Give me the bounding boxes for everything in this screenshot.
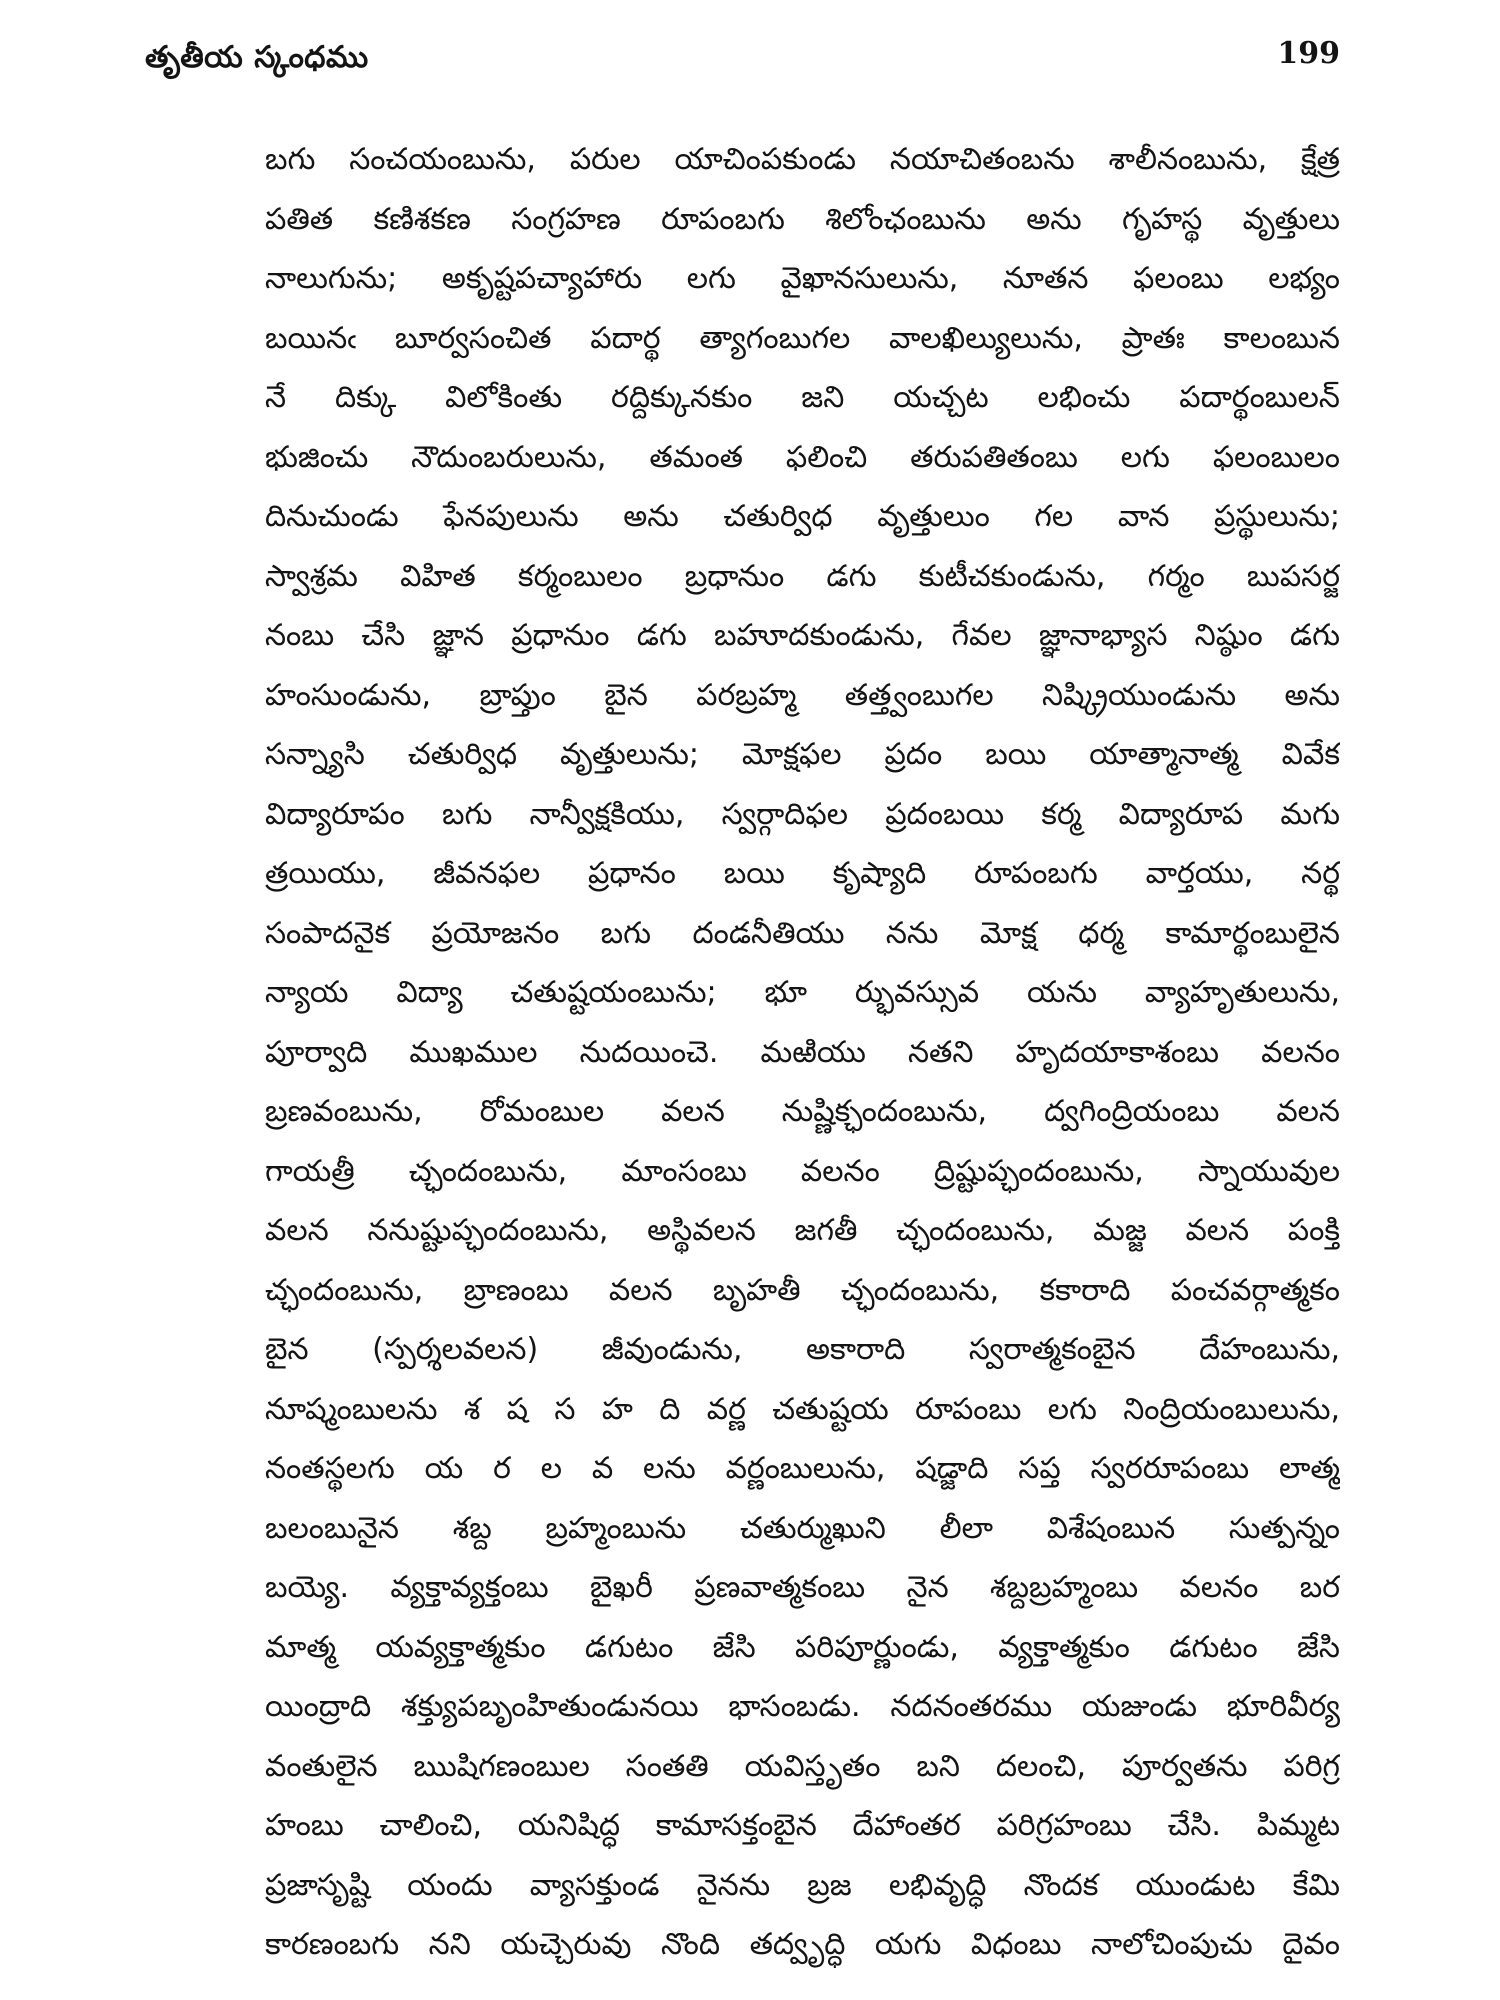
text-line: దినుచుండు ఫేనపులును అను చతుర్విధ వృత్తులుం గల వాన ప్రస్థులును; <box>265 499 1340 534</box>
text-line: సన్న్యాసి చతుర్విధ వృత్తులును; మోక్షఫల ప్రదం బయి యాత్మానాత్మ వివేక <box>265 737 1340 772</box>
text-line: హంబు చాలించి, యనిషిద్ధ కామాసక్తంబైన దేహాంతర పరిగ్రహంబు చేసి. పిమ్మట <box>265 1808 1340 1843</box>
text-line: బైన (స్పర్శలవలన) జీవుండును, అకారాది స్వరాత్మకంబైన దేహంబును, <box>265 1332 1340 1367</box>
running-title: తృతీయ స్కంధము <box>145 40 369 75</box>
text-line: కారణంబగు నని యచ్చెరువు నొంది తద్వృద్ధి యగు విధంబు నాలోచింపుచు దైవం <box>265 1927 1340 1962</box>
text-line: పతిత కణిశకణ సంగ్రహణ రూపంబగు శిలోంఛంబును అను గృహస్థ వృత్తులు <box>265 201 1340 237</box>
text-line: మాత్మ యవ్యక్తాత్మకుం డగుటం జేసి పరిపూర్ణుండు, వ్యక్తాత్మకుం డగుటం జేసి <box>265 1629 1340 1665</box>
text-line: సంపాదనైక ప్రయోజనం బగు దండనీతియు నను మోక్ష ధర్మ కామార్థంబులైన <box>265 915 1340 951</box>
text-line: విద్యారూపం బగు నాన్వీక్షకియు, స్వర్గాదిఫల ప్రదంబయి కర్మ విద్యారూప మగు <box>265 796 1340 832</box>
text-line: బ్రణవంబును, రోమంబుల వలన నుష్ణిక్ఛందంబును, ద్వగింద్రియంబు వలన <box>265 1094 1340 1129</box>
text-line: నంబు చేసి జ్ఞాన ప్రధానుం డగు బహూదకుండును, గేవల జ్ఞానాభ్యాస నిష్ఠుం డగు <box>265 618 1340 653</box>
text-line: నూష్మంబులను శ ష స హ ది వర్ణ చతుష్టయ రూపంబు లగు నింద్రియంబులును, <box>265 1391 1340 1427</box>
text-line: బయినఁ బూర్వసంచిత పదార్థ త్యాగంబుగల వాలఖిల్యులును, ప్రాతః కాలంబున <box>265 320 1340 356</box>
text-line: బలంబునైన శబ్ద బ్రహ్మంబును చతుర్ముఖుని లీలా విశేషంబున సుత్పన్నం <box>265 1510 1340 1546</box>
text-line: స్వాశ్రమ విహిత కర్మంబులం బ్రధానుం డగు కుటీచకుండును, గర్మం బుపసర్జ <box>265 558 1340 594</box>
text-line: నంతస్థలగు య ర ల వ లను వర్ణంబులును, షడ్జాది సప్త స్వరరూపంబు లాత్మ <box>265 1451 1340 1486</box>
text-line: గాయత్రీ చ్ఛందంబును, మాంసంబు వలనం ద్రిష్టుప్ఛందంబును, స్నాయువుల <box>265 1153 1340 1189</box>
text-line: న్యాయ విద్యా చతుష్టయంబును; భూ ర్భువస్సువ యను వ్యాహృతులును, <box>265 975 1340 1010</box>
body-text <box>265 130 1340 1975</box>
text-line: యింద్రాది శక్త్యుపబృంహితుండునయి భాసంబడు. నదనంతరము యజుండు భూరివీర్య <box>265 1689 1340 1724</box>
text-line: చ్ఛందంబును, బ్రాణంబు వలన బృహతీ చ్ఛందంబును, కకారాది పంచవర్గాత్మకం <box>265 1272 1340 1308</box>
text-line: ప్రజాసృష్టి యందు వ్యాసక్తుండ నైనను బ్రజ లభివృద్ధి నొందక యుండుట కేమి <box>265 1867 1340 1903</box>
text-line: బయ్యె. వ్యక్తావ్యక్తంబు బైఖరీ ప్రణవాత్మకంబు నైన శబ్దబ్రహ్మంబు వలనం బర <box>265 1570 1340 1605</box>
text-line: వంతులైన ఋషిగణంబుల సంతతి యవిస్తృతం బని దలంచి, పూర్వతను పరిగ్ర <box>265 1748 1340 1784</box>
text-line: నే దిక్కు విలోకింతు రద్దిక్కునకుం జని యచ్చట లభించు పదార్థంబులన్ <box>265 380 1340 415</box>
page-number: 199 <box>1277 36 1340 71</box>
text-line: భుజించు నౌదుంబరులును, తమంత ఫలించి తరుపతితంబు లగు ఫలంబులం <box>265 439 1340 475</box>
text-line: హంసుండును, బ్రాప్తుం బైన పరబ్రహ్మ తత్త్వంబుగల నిష్క్రియుండును అను <box>265 677 1340 713</box>
text-line: నాలుగును; అకృష్టపచ్యాహారు లగు వైఖానసులును, నూతన ఫలంబు లభ్యం <box>265 261 1340 296</box>
text-line: వలన ననుష్టుప్ఛందంబును, అస్థివలన జగతీ చ్ఛందంబును, మజ్జ వలన పంక్తి <box>265 1213 1340 1248</box>
text-line: బగు సంచయంబును, పరుల యాచింపకుండు నయాచితంబను శాలీనంబును, క్షేత్ర <box>265 142 1340 177</box>
text-line: త్రయియు, జీవనఫల ప్రధానం బయి కృష్యాది రూపంబగు వార్తయు, నర్థ <box>265 856 1340 891</box>
text-line: పూర్వాది ముఖముల నుదయించె. మఱియు నతని హృదయాకాశంబు వలనం <box>265 1034 1340 1070</box>
